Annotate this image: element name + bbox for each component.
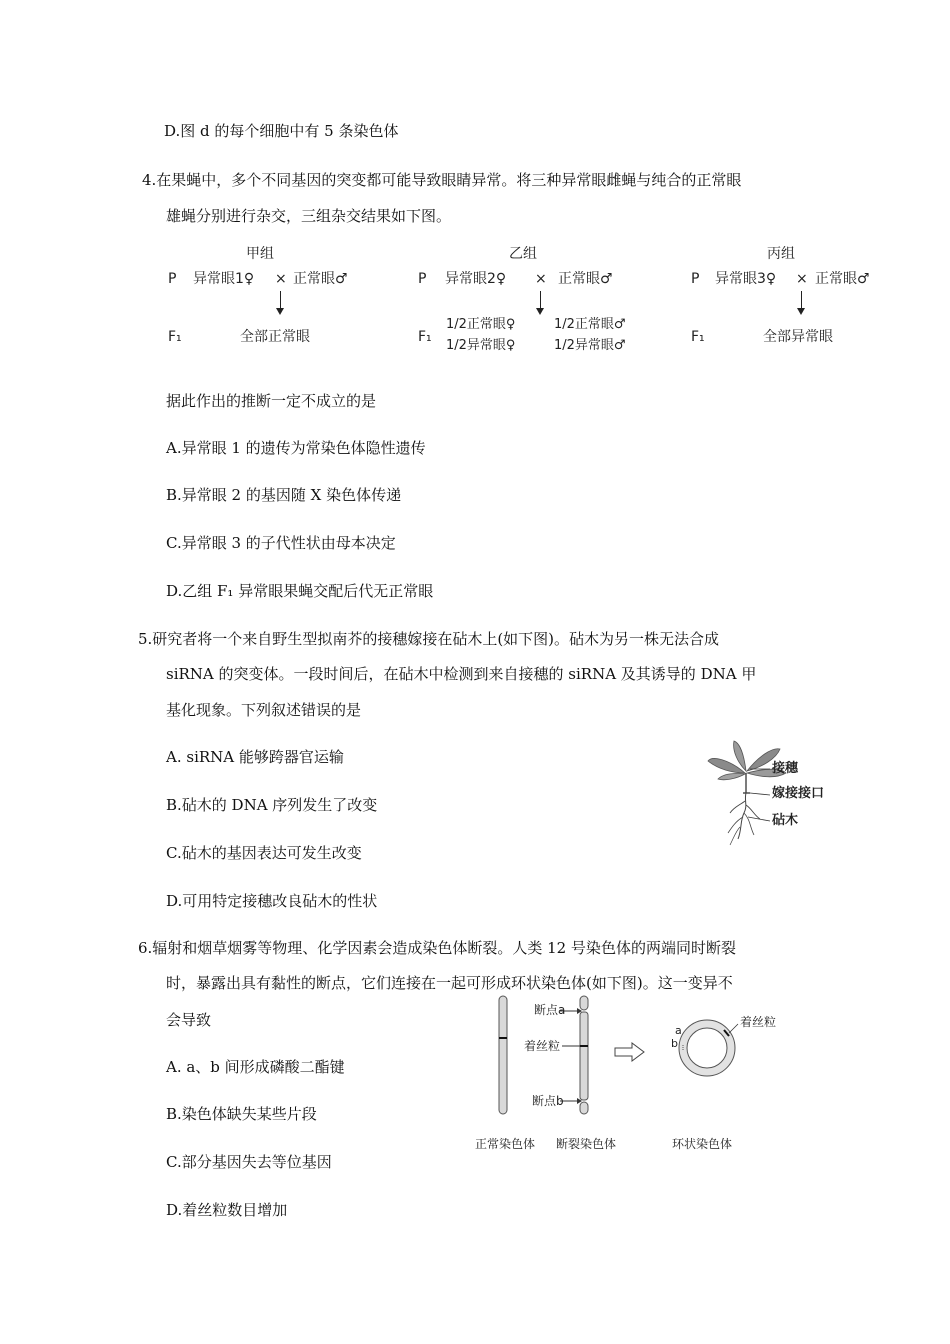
chromosome-diagram — [480, 990, 780, 1130]
label-breakpoint-b: 断点b — [532, 1094, 564, 1108]
group-bing-female: 异常眼3♀ — [715, 271, 777, 287]
group-yi-male: 正常眼♂ — [558, 271, 613, 287]
group-jia-title: 甲组 — [246, 246, 274, 262]
ring-label-centromere: 着丝粒 — [740, 1015, 777, 1029]
group-yi-result-4: 1/2异常眼♂ — [554, 338, 626, 353]
q4-option-c: C.异常眼 3 的子代性状由母本决定 — [166, 534, 396, 552]
q6-stem-line1: 6.辐射和烟草烟雾等物理、化学因素会造成染色体断裂。人类 12 号染色体的两端同时断裂 — [138, 939, 736, 957]
q5-option-b: B.砧木的 DNA 序列发生了改变 — [166, 796, 378, 814]
q4-stem-line2: 雄蝇分别进行杂交，三组杂交结果如下图。 — [166, 207, 452, 225]
q6-option-a: A. a、b 间形成磷酸二酯键 — [166, 1058, 345, 1076]
q4-option-a: A.异常眼 1 的遗传为常染色体隐性遗传 — [166, 439, 426, 457]
group-yi-cross: × — [535, 271, 547, 287]
q6-option-c: C.部分基因失去等位基因 — [166, 1153, 332, 1171]
group-bing-p-label: P — [691, 271, 700, 287]
group-yi-f1-label: F₁ — [418, 329, 432, 345]
ring-label-a: a — [675, 1024, 682, 1037]
group-yi-p-label: P — [418, 271, 427, 287]
q5-option-d: D.可用特定接穗改良砧木的性状 — [166, 892, 378, 910]
q3-option-d: D.图 d 的每个细胞中有 5 条染色体 — [164, 122, 399, 140]
q5-option-a: A. siRNA 能够跨器官运输 — [166, 748, 344, 766]
label-breakpoint-a: 断点a — [534, 1003, 566, 1017]
group-bing-f1-label: F₁ — [691, 329, 705, 345]
ring-label-b: b — [671, 1037, 678, 1050]
group-jia-cross: × — [275, 271, 287, 287]
q5-option-c: C.砧木的基因表达可发生改变 — [166, 844, 362, 862]
group-yi-female: 异常眼2♀ — [445, 271, 507, 287]
group-bing-male: 正常眼♂ — [815, 271, 870, 287]
group-jia-p-label: P — [168, 271, 177, 287]
q4-option-b: B.异常眼 2 的基因随 X 染色体传递 — [166, 486, 402, 504]
q6-stem-line2: 时，暴露出具有黏性的断点，它们连接在一起可形成环状染色体(如下图)。这一变异不 — [166, 974, 733, 992]
group-bing-arrow — [801, 291, 802, 309]
group-bing-title: 丙组 — [767, 246, 795, 262]
caption-broken-chromosome: 断裂染色体 — [556, 1137, 617, 1151]
group-bing-result: 全部异常眼 — [763, 329, 833, 345]
label-centromere: 着丝粒 — [524, 1039, 561, 1053]
group-yi-title: 乙组 — [509, 246, 537, 262]
group-jia-f1-label: F₁ — [168, 329, 182, 345]
q5-stem-line2: siRNA 的突变体。一段时间后，在砧木中检测到来自接穗的 siRNA 及其诱导的 DNA 甲 — [166, 665, 757, 683]
group-jia-arrow — [280, 291, 281, 309]
q6-option-b: B.染色体缺失某些片段 — [166, 1105, 317, 1123]
label-rootstock: 砧木 — [772, 813, 799, 828]
q4-option-d: D.乙组 F₁ 异常眼果蝇交配后代无正常眼 — [166, 582, 434, 600]
group-yi-result-1: 1/2正常眼♀ — [446, 317, 516, 332]
group-jia-female: 异常眼1♀ — [193, 271, 255, 287]
group-yi-result-3: 1/2正常眼♂ — [554, 317, 626, 332]
group-jia-male: 正常眼♂ — [293, 271, 348, 287]
q4-stem-line1: 4.在果蝇中，多个不同基因的突变都可能导致眼睛异常。将三种异常眼雌蝇与纯合的正常眼 — [142, 171, 742, 189]
group-yi-arrow — [540, 291, 541, 309]
caption-ring-chromosome: 环状染色体 — [672, 1137, 733, 1151]
group-yi-result-2: 1/2异常眼♀ — [446, 338, 516, 353]
q5-stem-line1: 5.研究者将一个来自野生型拟南芥的接穗嫁接在砧木上(如下图)。砧木为另一株无法合成 — [138, 630, 720, 648]
label-scion: 接穗 — [772, 761, 799, 776]
q4-question: 据此作出的推断一定不成立的是 — [166, 392, 377, 410]
q5-stem-line3: 基化现象。下列叙述错误的是 — [166, 701, 362, 719]
label-graft-junction: 嫁接接口 — [772, 786, 825, 801]
caption-normal-chromosome: 正常染色体 — [475, 1137, 536, 1151]
group-bing-cross: × — [796, 271, 808, 287]
group-jia-result: 全部正常眼 — [240, 329, 310, 345]
q6-stem-line3: 会导致 — [166, 1011, 212, 1029]
q6-option-d: D.着丝粒数目增加 — [166, 1201, 288, 1219]
